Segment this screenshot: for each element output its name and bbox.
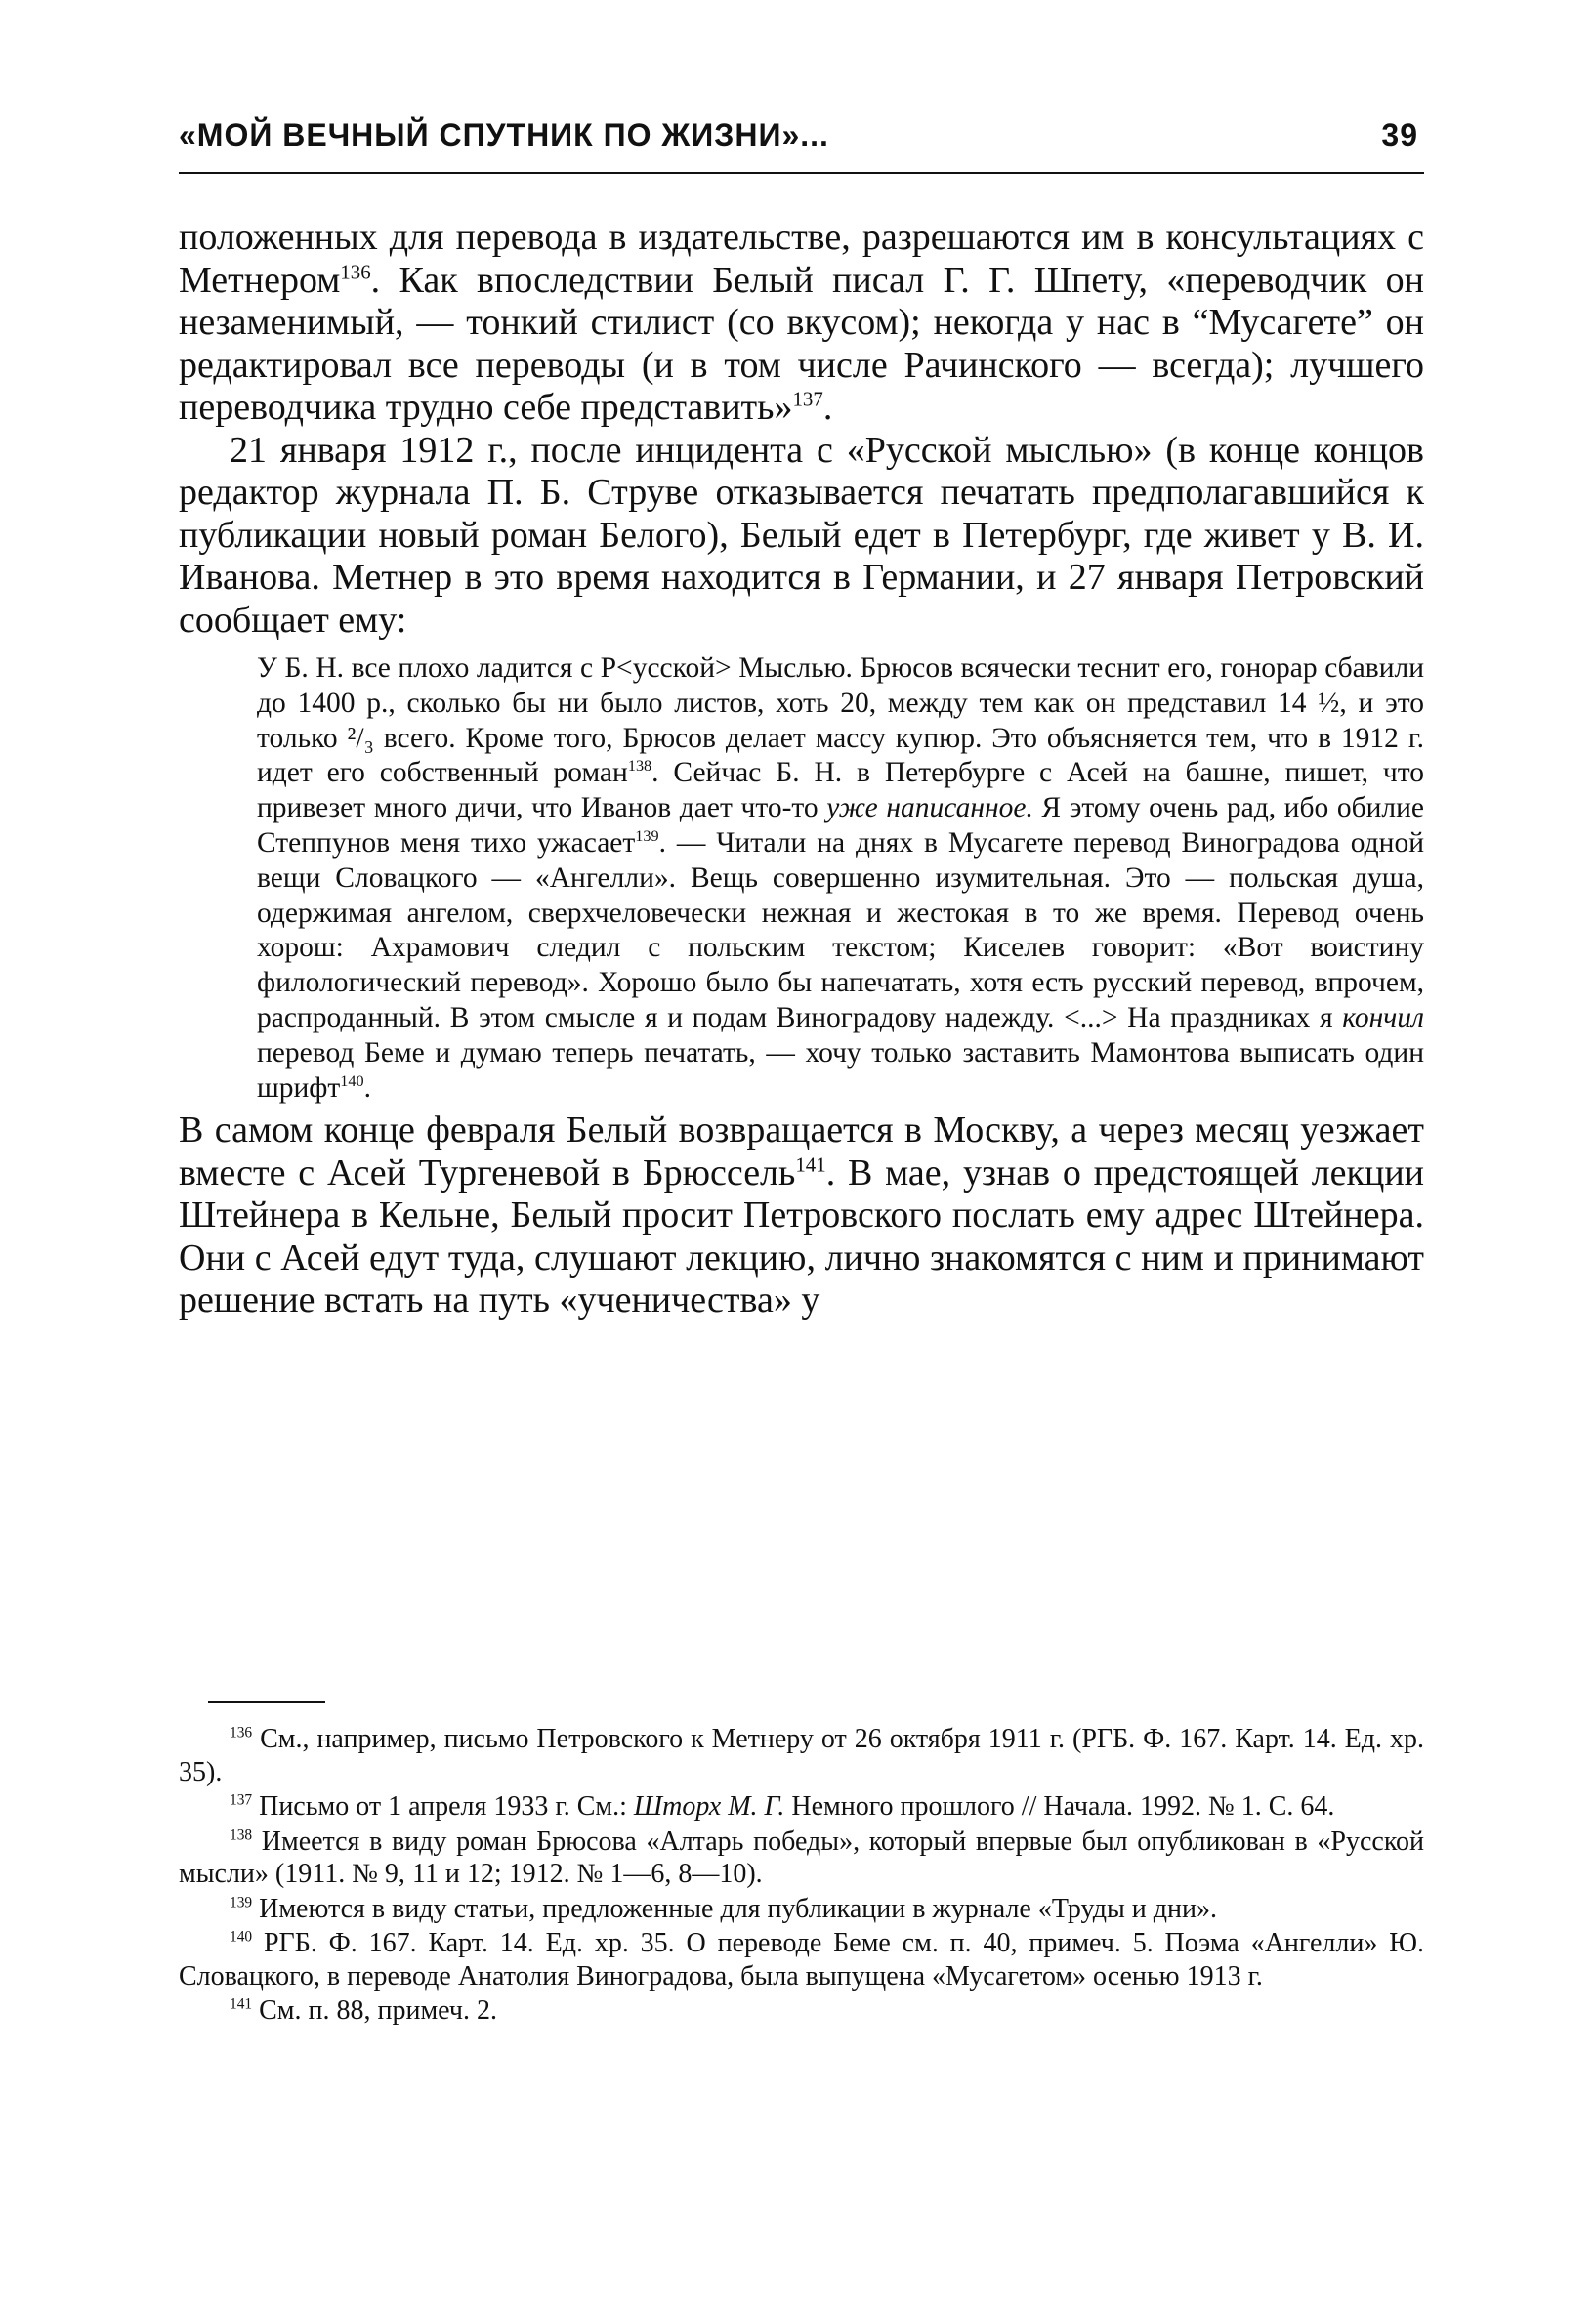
footnote-number: 141 — [230, 1995, 253, 2013]
text-span: положенных для перевода в издательстве, разрешаются им в консультациях с Метнером — [179, 217, 1424, 301]
book-page — [179, 0, 1424, 2307]
footnote-139 — [179, 1893, 1424, 1926]
footnote-text: Имеется в виду роман Брюсова «Алтарь победы», который впервые был опубликован в «Русской мысли» (1911. № 9, 11 и 12; 1912. № 1—6, 8—10). — [179, 1825, 1424, 1889]
footnote-ref-140[interactable]: 140 — [340, 1071, 364, 1090]
footnote-140 — [179, 1927, 1424, 1992]
footnote-ref-137[interactable]: 137 — [792, 387, 823, 411]
text-span: Я этому очень рад, ибо обилие Степпунов меня тихо ужасает — [257, 792, 1424, 859]
footnote-ref-139[interactable]: 139 — [635, 827, 659, 846]
footnote-ref-138[interactable]: 138 — [627, 757, 652, 776]
footnote-text: См., например, письмо Петровского к Метнеру от 26 октября 1911 г. (РГБ. Ф. 167. Карт. 14. Ед. хр. 35). — [179, 1724, 1424, 1787]
page-number: 39 — [1381, 117, 1418, 152]
running-title: «МОЙ ВЕЧНЫЙ СПУТНИК ПО ЖИЗНИ»... — [179, 117, 829, 152]
footnote-137 — [179, 1790, 1424, 1824]
footnote-author: Шторх М. Г. — [633, 1791, 785, 1822]
text-span: . — Читали на днях в Мусагете перевод Виноградова одной вещи Словацкого — «Ангелли». Вещь совершенно изумительная. Это — польская душа, одержимая ангелом, сверхчеловечески нежная и жестокая в то же время. Перевод очень хорош: Ахрамович следил с польским текстом; Киселев говорит: «Вот воистину филологический перевод». Хорошо было бы напечатать, хотя есть русский перевод, впрочем, распроданный. В этом смысле я и подам Виноградову надежду. <...> На праздниках я — [257, 826, 1424, 1033]
italic-span: уже написанное. — [826, 792, 1033, 824]
block-quote — [257, 651, 1424, 1106]
italic-span: кончил — [1342, 1001, 1424, 1033]
footnote-text: РГБ. Ф. 167. Карт. 14. Ед. хр. 35. О переводе Беме см. п. 40, примеч. 5. Поэма «Ангелли» Ю. Словацкого, в переводе Анатолия Виноградова, была выпущена «Мусагетом» осенью 1913 г. — [179, 1928, 1424, 1992]
footnote-ref-141[interactable]: 141 — [795, 1153, 826, 1177]
text-span: . В мае, узнав о предстоящей лекции Штейнера в Кельне, Белый просит Петровского послать ему адрес Штейнера. Они с Асей едут туда, слушают лекцию, лично знакомятся с ним и принимают решение встать на путь «ученичества» у — [179, 1152, 1425, 1321]
text-span: перевод Беме и думаю теперь печатать, — хочу только заставить Мамонтова выписать один шрифт — [257, 1036, 1424, 1104]
footnote-number: 139 — [230, 1894, 253, 1911]
footnote-text: См. п. 88, примеч. 2. — [252, 1995, 497, 2026]
text-span: У Б. Н. все плохо ладится с Р<усской> Мыслью. Брюсов всячески теснит его, гонорар сбавили до 1400 р., сколько бы ни было листов, хоть 20, между тем как он представил 14 ½, и это только ²/₃ всего. Кроме того, Брюсов делает массу купюр. Это объясняется тем, что в 1912 г. идет его собственный роман — [257, 652, 1424, 789]
footnote-text: Немного прошлого // Начала. 1992. № 1. С. 64. — [784, 1791, 1335, 1822]
paragraph — [179, 1110, 1424, 1322]
footnote-number: 138 — [230, 1826, 253, 1844]
footnote-number: 136 — [230, 1724, 253, 1741]
footnote-text: Имеются в виду статьи, предложенные для публикации в журнале «Труды и дни». — [252, 1893, 1218, 1924]
footnote-text: Письмо от 1 апреля 1933 г. См.: — [252, 1791, 634, 1822]
paragraph: 21 января 1912 г., после инцидента с «Русской мыслью» (в конце концов редактор журнала П. Б. Струве отказывается печатать предполагавшийся к публикации новый роман Белого), Белый едет в Петербург, где живет у В. И. Иванова. Метнер в это время находится в Германии, и 27 января Петровский сообщает ему: — [179, 429, 1424, 641]
footnotes — [179, 1723, 1424, 2030]
header-rule — [179, 172, 1424, 174]
footnote-136 — [179, 1723, 1424, 1788]
text-span: В самом конце февраля Белый возвращается в Москву, а через месяц уезжает вместе с Асей Тургеневой в Брюссель — [179, 1110, 1424, 1194]
text-span: . — [822, 387, 833, 428]
footnote-number: 140 — [230, 1928, 253, 1946]
footnote-ref-136[interactable]: 136 — [340, 259, 371, 283]
text-span: . Как впоследствии Белый писал Г. Г. Шпету, «переводчик он незаменимый, — тонкий стилист (со вкусом); некогда у нас в “Мусагете” он редактировал все переводы (и в том числе Рачинского — всегда); лучшего переводчика трудно себе представить» — [179, 259, 1424, 428]
running-header — [179, 105, 1424, 164]
text-span: . Сейчас Б. Н. в Петербурге с Асей на башне, пишет, что привезет много дичи, что Иванов дает что-то — [257, 757, 1424, 824]
paragraph-continued — [179, 217, 1424, 430]
footnote-rule — [208, 1701, 325, 1703]
main-text — [179, 217, 1424, 1322]
footnote-138 — [179, 1825, 1424, 1891]
text-span: . — [363, 1071, 371, 1104]
footnote-141 — [179, 1994, 1424, 2028]
footnote-number: 137 — [230, 1791, 253, 1809]
